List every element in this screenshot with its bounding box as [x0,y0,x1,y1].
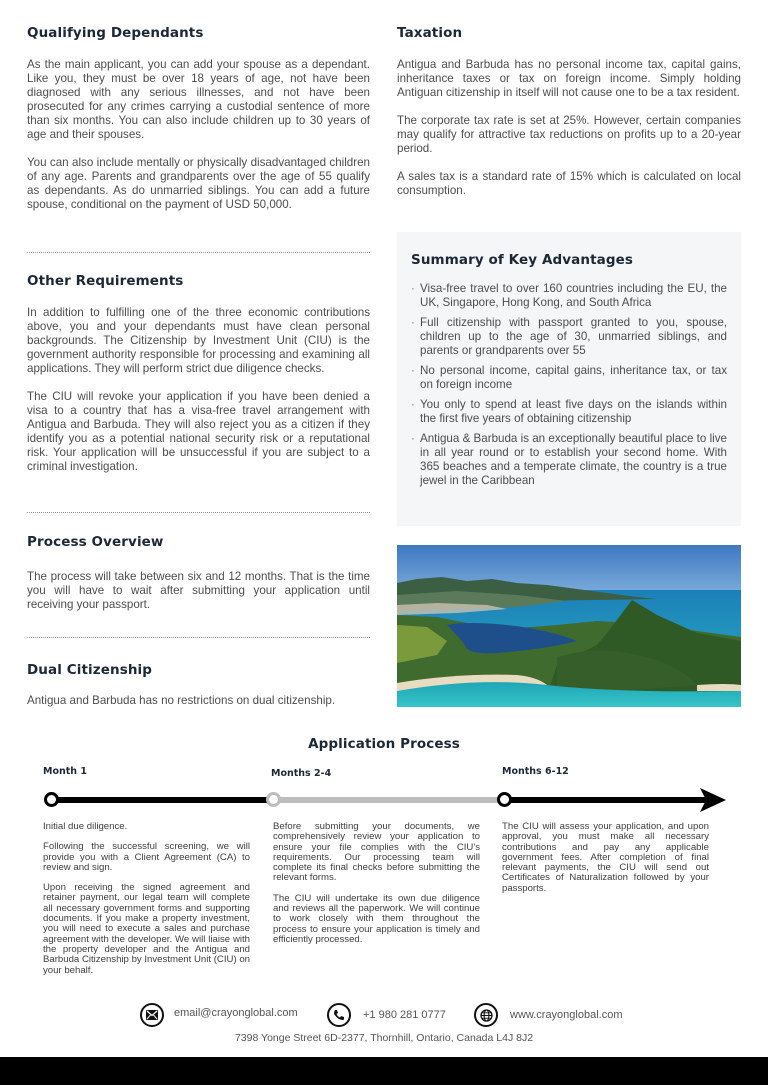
office-address: 7398 Yonge Street 6D-2377, Thornhill, Ontario, Canada L4J 8J2 [234,1032,534,1044]
paragraph: Upon receiving the signed agreement and retainer payment, our legal team will complete all necessary government forms and supporting documents. If you make a property investment, you will need to execute a sales and purchase agreement with the developer. We will liaise with the property developer and the Antigua and Barbuda Citizenship by Investment Unit (CIU) on your behalf. [43,882,250,976]
email-text: email@crayonglobal.com [174,1007,298,1019]
paragraph: Antigua and Barbuda has no personal income tax, capital gains, inheritance taxes or tax on foreign income. Simply holding Antiguan citizenship in itself will not cause one to be a tax resident. [397,58,741,99]
paragraph: The CIU will undertake its own due diligence and reviews all the paperwork. We will continue to work closely with them throughout the process to ensure your application is timely and efficiently processed. [273,892,480,945]
bullet-icon: · [411,432,415,445]
list-item: · Visa-free travel to over 160 countries including the EU, the UK, Singapore, Hong Kong, and South Africa [411,282,727,309]
timeline-segment-2 [274,797,504,803]
paragraph: In addition to fulfilling one of the three economic contributions above, you and your dependants must have clean personal backgrounds. The Citizenship by Investment Unit (CIU) is the government authority responsible for processing and examining all applications. They will perform strict due diligence checks. [27,306,370,375]
paragraph: The CIU will revoke your application if you have been denied a visa to a country that has a visa-free travel arrangement with Antigua and Barbuda. They will also reject you as a citizen if they identify you as a potential national security risk or a reputational risk. Your application will be unsuccessful if you are subject to a criminal investigation. [27,390,370,473]
website-text: www.crayonglobal.com [510,1009,623,1021]
paragraph: Before submitting your documents, we comprehensively review your application to ensure your file complies with the CIU's requirements. Our processing team will complete its final checks before submitting the relevant forms. [273,821,480,884]
bullet-icon: · [411,398,415,411]
paragraph: The CIU will assess your application, and upon approval, you must make all necessary contributions and pay any applicable government fees. After completion of final relevant payments, the CIU will send out Certificates of Naturalization followed by your passports. [502,821,709,894]
process-overview-body [27,570,370,612]
taxation-heading: Taxation [397,25,463,41]
qualifying-dependants-heading: Qualifying Dependants [27,25,204,41]
paragraph: You can also include mentally or physically disadvantaged children of any age. Parents and grandparents over the age of 55 qualify as dependants. As do unmarried siblings. You can add a future spouse, conditional on the payment of USD 50,000. [27,156,370,211]
qualifying-dependants-body [27,58,370,212]
timeline-node-1 [44,792,59,807]
section-divider [27,512,370,513]
paragraph: A sales tax is a standard rate of 15% which is calculated on local consumption. [397,170,741,197]
list-item: · You only to spend at least five days on the islands within the first five years of obtaining citizenship [411,398,727,425]
bullet-icon: · [411,282,415,295]
bottom-bar [0,1057,768,1085]
section-divider [27,252,370,253]
paragraph: Antigua and Barbuda has no restrictions on dual citizenship. [27,694,336,707]
step-months-2-4-body [273,822,480,945]
paragraph: The process will take between six and 12 months. That is the time you will have to wait after submitting your application until receiving your passport. [27,570,370,611]
envelope-icon [140,1003,164,1027]
timeline-segment-3 [504,797,708,803]
paragraph: Following the successful screening, we will provide you with a Client Agreement (CA) to review and sign. [43,841,250,873]
timeline-label-month-1: Month 1 [43,766,87,777]
list-item: · Antigua & Barbuda is an exceptionally beautiful place to live in all year round or to establish your second home. With 365 beaches and a temperate climate, the country is a true jewel in the Caribbean [411,432,727,487]
timeline-node-2 [266,792,281,807]
phone-icon [327,1003,351,1027]
paragraph: The corporate tax rate is set at 25%. However, certain companies may qualify for attractive tax reductions on profits up to a 20-year period. [397,114,741,155]
paragraph: Initial due diligence. [43,821,128,832]
process-overview-heading: Process Overview [27,534,164,550]
bullet-icon: · [411,364,415,377]
other-requirements-body [27,306,370,474]
application-process-heading: Application Process [308,736,460,752]
timeline-label-months-2-4: Months 2-4 [271,768,332,779]
website-link[interactable] [474,1003,623,1027]
other-requirements-heading: Other Requirements [27,273,184,289]
taxation-body [397,58,741,198]
list-item: · Full citizenship with passport granted to you, spouse, children up to the age of 30, unmarried siblings, and parents or grandparents over 55 [411,316,727,357]
dual-citizenship-heading: Dual Citizenship [27,662,153,678]
antigua-aerial-photo [397,545,741,707]
key-advantages-box [397,232,741,526]
phone-link[interactable] [327,1003,446,1027]
step-month-1-body [43,822,250,976]
contact-footer [0,1003,768,1033]
section-divider [27,637,370,638]
application-process-title-wrap [0,736,768,752]
step-months-6-12-body [502,822,709,894]
timeline-arrow-icon [700,788,726,812]
key-advantages-heading: Summary of Key Advantages [411,252,634,268]
bullet-icon: · [411,316,415,329]
key-advantages-list [411,282,727,488]
list-item: · No personal income, capital gains, inheritance tax, or tax on foreign income [411,364,727,391]
application-timeline [0,760,768,820]
phone-text: +1 980 281 0777 [363,1009,446,1021]
email-link[interactable] [140,1003,298,1027]
timeline-label-months-6-12: Months 6-12 [502,766,569,777]
timeline-node-3 [497,792,512,807]
dual-citizenship-body [27,694,370,708]
timeline-segment-1 [52,797,274,803]
paragraph: As the main applicant, you can add your spouse as a dependant. Like you, they must be over 18 years of age, not have been diagnosed with any serious illnesses, and not have been prosecuted for any crimes carrying a custodial sentence of more than six months. You can also include children up to 30 years of age and their spouses. [27,58,370,141]
globe-icon [474,1003,498,1027]
